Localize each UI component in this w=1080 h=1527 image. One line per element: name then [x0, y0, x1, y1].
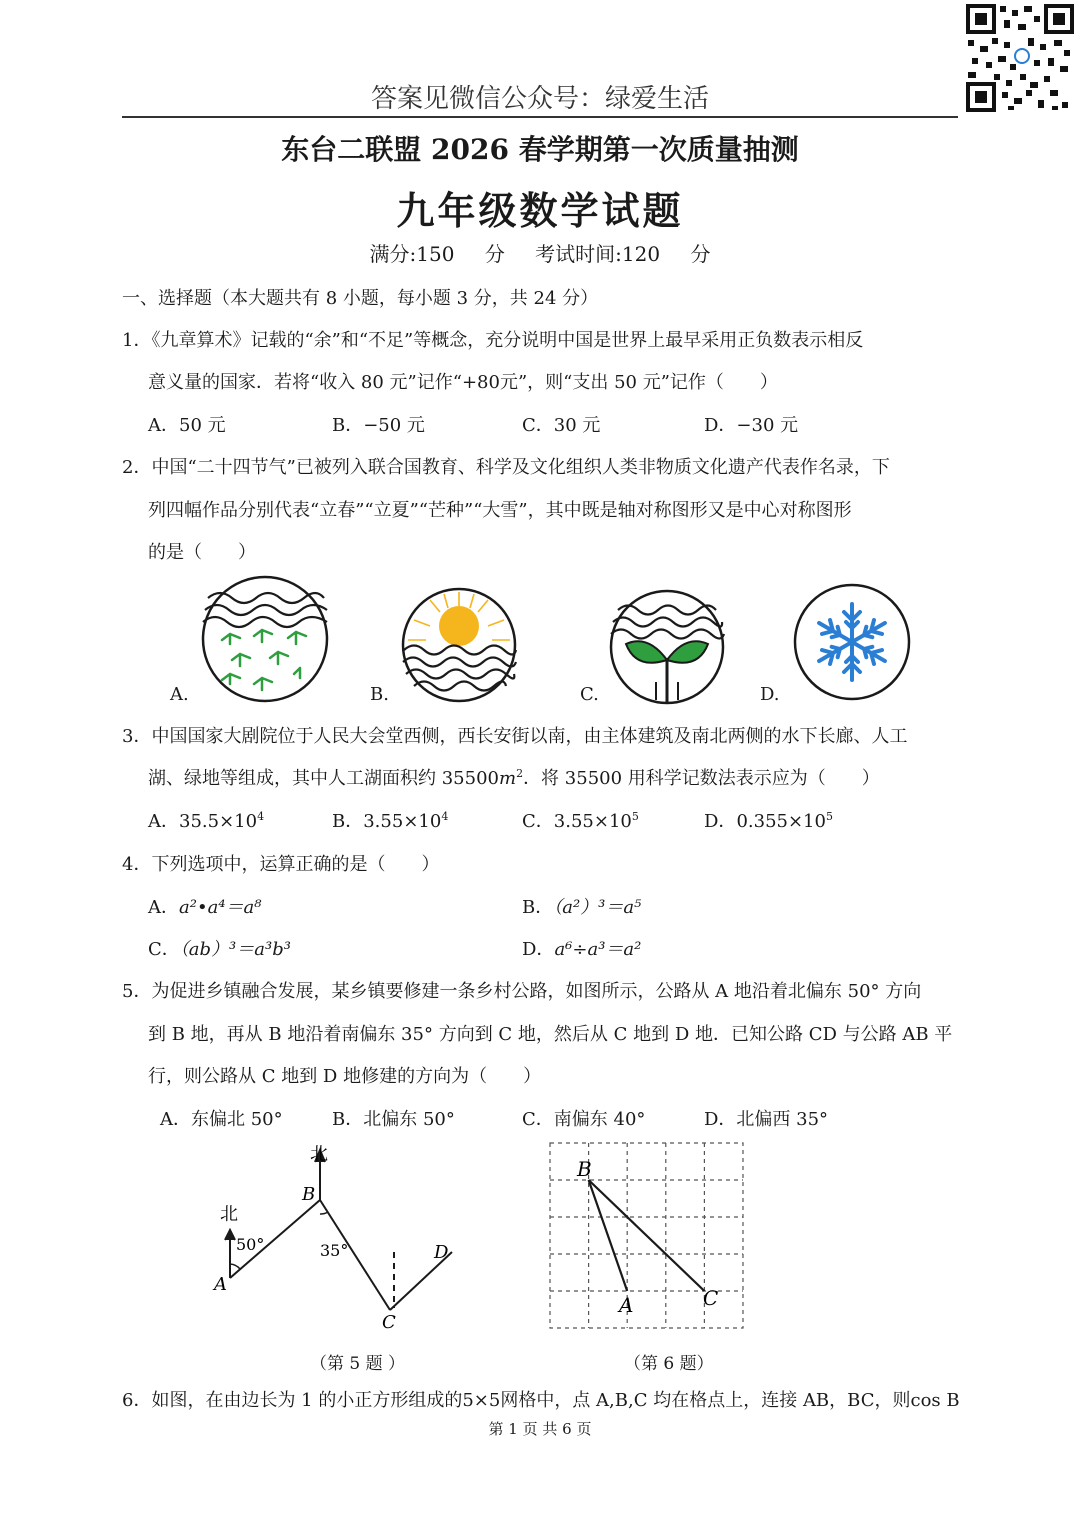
q5-line3: 行，则公路从 C 地到 D 地修建的方向为（ ） — [148, 1066, 542, 1087]
fig5-north-label-1: 北 — [220, 1204, 238, 1225]
q3-option-d-label: D． — [704, 811, 737, 832]
q4-option-d-text: a⁶÷a³＝a² — [554, 939, 642, 960]
q6-figure — [545, 1138, 750, 1333]
q4-option-b-text: （a²）³＝a⁵ — [553, 897, 642, 918]
q4-option-d-label: D． — [522, 939, 555, 960]
page-footer: 第 1 页 共 6 页 — [488, 1420, 592, 1438]
q3-option-c — [522, 807, 639, 833]
q3-option-b-base: 3.55×10 — [363, 811, 442, 832]
q1-option-c: C．30 元 — [522, 415, 601, 436]
q5-option-b: B．北偏东 50° — [332, 1109, 455, 1130]
q4-option-d — [522, 935, 641, 961]
fig5-point-a: A — [214, 1274, 227, 1295]
q3-option-d-base: 0.355×10 — [736, 811, 826, 832]
q3-line2 — [148, 764, 880, 790]
q1-line1: 1．《九章算术》记载的“余”和“不足”等概念，充分说明中国是世界上最早采用正负数表示相反 — [122, 330, 864, 351]
q1-option-b: B．−50 元 — [332, 415, 425, 436]
q3-option-c-exp: 5 — [631, 810, 639, 823]
q5-figure — [200, 1140, 480, 1335]
q3-line2-post: ．将 35500 用科学记数法表示应为（ ） — [523, 768, 880, 789]
fig5-angle-35: 35° — [320, 1241, 349, 1260]
q4-option-c-label: C． — [148, 939, 180, 960]
q4-option-c — [148, 935, 291, 961]
header-divider — [122, 116, 958, 118]
q3-option-b-label: B． — [332, 811, 364, 832]
q3-unit-exp: 2 — [516, 767, 524, 780]
q4-line1: 4．下列选项中，运算正确的是（ ） — [122, 854, 440, 875]
q2-figure-c — [608, 588, 726, 706]
q1-option-a: A．50 元 — [148, 415, 226, 436]
fig5-point-b: B — [302, 1184, 316, 1205]
q2-line1: 2．中国“二十四节气”已被列入联合国教育、科学及文化组织人类非物质文化遗产代表作名录，下 — [122, 457, 890, 478]
q3-option-d-exp: 5 — [825, 810, 833, 823]
q2-line3: 的是（ ） — [148, 542, 256, 563]
fig5-point-d: D — [434, 1242, 449, 1263]
q2-figure-d — [792, 582, 912, 702]
fig6-caption: （第 6 题） — [624, 1354, 714, 1374]
q4-option-c-text: （ab）³＝a³b³ — [179, 939, 291, 960]
q3-option-c-base: 3.55×10 — [553, 811, 632, 832]
q3-option-a-exp: 4 — [257, 810, 265, 823]
exam-title: 九年级数学试题 — [396, 188, 684, 233]
q2-line2: 列四幅作品分别代表“立春”“立夏”“芒种”“大雪”，其中既是轴对称图形又是中心对称图形 — [148, 500, 852, 521]
q4-option-b — [522, 893, 641, 919]
q2-figure-b — [400, 586, 518, 704]
q2-label-d: D. — [760, 684, 780, 705]
q3-option-a-base: 35.5×10 — [179, 811, 258, 832]
exam-info: 满分:150 分 考试时间:120 分 — [369, 242, 711, 266]
q1-option-d: D．−30 元 — [704, 415, 799, 436]
q3-option-b — [332, 807, 448, 833]
q3-line2-pre: 湖、绿地等组成，其中人工湖面积约 35500 — [148, 768, 499, 789]
fig6-point-a: A — [619, 1293, 634, 1317]
q3-option-c-label: C． — [522, 811, 554, 832]
q4-option-b-label: B． — [522, 897, 554, 918]
section-heading: 一、选择题（本大题共有 8 小题，每小题 3 分，共 24 分） — [122, 288, 599, 309]
q2-label-a: A. — [170, 684, 189, 705]
q5-option-d: D．北偏西 35° — [704, 1109, 829, 1130]
q5-option-c: C．南偏东 40° — [522, 1109, 646, 1130]
fig6-point-c: C — [703, 1286, 719, 1310]
fig5-caption: （第 5 题 ） — [310, 1354, 406, 1374]
q6-line1: 6．如图，在由边长为 1 的小正方形组成的5×5网格中，点 A,B,C 均在格点上，连接 AB，BC，则cos B — [122, 1390, 960, 1411]
q2-figure-a — [200, 574, 330, 704]
fig5-angle-50: 50° — [236, 1235, 265, 1254]
fig5-north-label-2: 北 — [310, 1144, 328, 1165]
q2-label-b: B. — [370, 684, 389, 705]
q5-option-a: A．东偏北 50° — [160, 1109, 283, 1130]
q3-option-b-exp: 4 — [441, 810, 449, 823]
q3-unit: m — [498, 768, 517, 789]
q3-option-a — [148, 807, 264, 833]
exam-subtitle: 东台二联盟 2026 春学期第一次质量抽测 — [281, 133, 799, 166]
q5-line2: 到 B 地，再从 B 地沿着南偏东 35° 方向到 C 地，然后从 C 地到 D 地．已知公路 CD 与公路 AB 平 — [148, 1024, 953, 1045]
q4-option-a — [148, 893, 261, 919]
q4-option-a-text: a²•a⁴＝a⁸ — [179, 897, 262, 918]
q3-line1: 3．中国国家大剧院位于人民大会堂西侧，西长安街以南，由主体建筑及南北两侧的水下长廊、人工 — [122, 726, 908, 747]
q4-option-a-label: A． — [148, 897, 179, 918]
q2-label-c: C. — [580, 684, 599, 705]
q1-line2: 意义量的国家．若将“收入 80 元”记作“+80元”，则“支出 50 元”记作（ ） — [148, 372, 778, 393]
fig5-point-c: C — [382, 1312, 396, 1333]
q3-option-a-label: A． — [148, 811, 179, 832]
q5-line1: 5．为促进乡镇融合发展，某乡镇要修建一条乡村公路，如图所示，公路从 A 地沿着北偏东 50° 方向 — [122, 981, 922, 1002]
q3-option-d — [704, 807, 833, 833]
fig6-point-b: B — [577, 1157, 592, 1181]
header-banner: 答案见微信公众号：绿爱生活 — [370, 84, 709, 114]
